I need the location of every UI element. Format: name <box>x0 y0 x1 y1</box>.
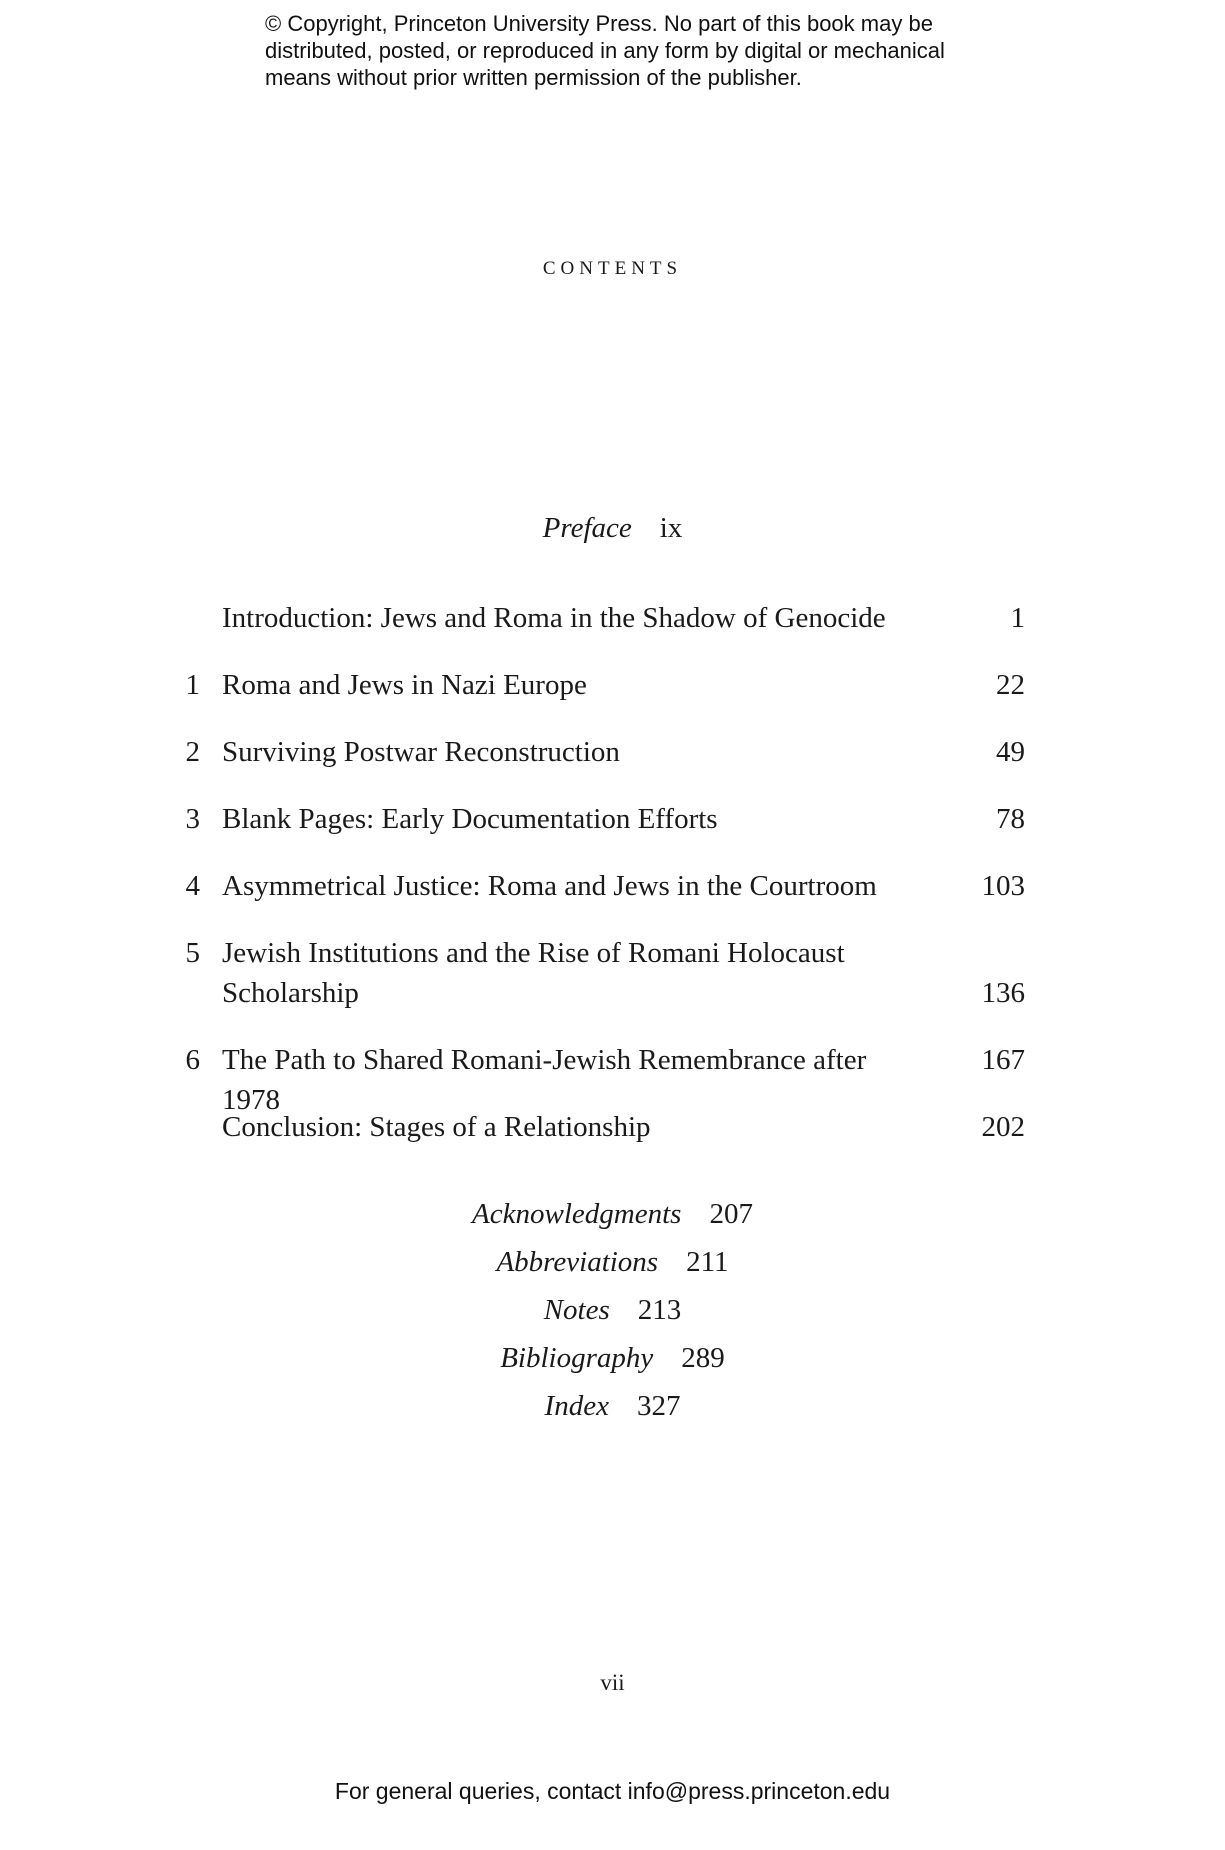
toc-label: Notes <box>543 1294 610 1326</box>
chapter-title: Blank Pages: Early Documentation Efforts <box>222 803 718 835</box>
copyright-line: distributed, posted, or reproduced in any form by digital or mechanical <box>265 38 945 63</box>
chapter-title: The Path to Shared Romani-Jewish Remembrance after 1978 <box>222 1044 867 1116</box>
chapter-title: Roma and Jews in Nazi Europe <box>222 669 587 701</box>
toc-back-matter-index[interactable] <box>0 1390 1225 1423</box>
toc-front-matter-preface[interactable] <box>0 512 1225 545</box>
copyright-line: means without prior written permission of the publisher. <box>265 65 802 90</box>
chapter-title-line: Jewish Institutions and the Rise of Romani Holocaust <box>222 937 845 969</box>
toc-back-matter-notes[interactable] <box>0 1294 1225 1327</box>
chapter-title <box>222 933 922 1013</box>
chapter-number: 3 <box>185 803 200 835</box>
toc-page-number: 49 <box>996 736 1025 768</box>
toc-page-number: 22 <box>996 669 1025 701</box>
toc-back-matter-acknowledgments[interactable] <box>0 1198 1225 1231</box>
chapter-title: Asymmetrical Justice: Roma and Jews in the Courtroom <box>222 870 877 902</box>
toc-back-matter-bibliography[interactable] <box>0 1342 1225 1375</box>
page-folio: vii <box>600 1670 625 1695</box>
chapter-number: 5 <box>185 937 200 969</box>
toc-page-number: 327 <box>636 1390 681 1422</box>
chapter-title-line: Scholarship <box>222 977 359 1009</box>
toc-page-number: 78 <box>996 803 1025 835</box>
toc-label: Bibliography <box>500 1342 654 1374</box>
chapter-number: 1 <box>185 669 200 701</box>
toc-label: Abbreviations <box>496 1246 659 1278</box>
footer-contact: For general queries, contact info@press.princeton.edu <box>334 1778 891 1804</box>
toc-page-number: 202 <box>981 1111 1025 1143</box>
chapter-number: 4 <box>185 870 200 902</box>
toc-page-number: 289 <box>681 1342 725 1374</box>
copyright-notice <box>265 10 1025 91</box>
chapter-title: Surviving Postwar Reconstruction <box>222 736 620 768</box>
toc-label: Acknowledgments <box>472 1198 682 1230</box>
chapter-number: 2 <box>185 736 200 768</box>
toc-page-number: 167 <box>981 1044 1025 1076</box>
toc-page-number: 211 <box>686 1246 729 1278</box>
chapter-title: Introduction: Jews and Roma in the Shadow of Genocide <box>222 602 886 634</box>
toc-label: Index <box>544 1390 609 1422</box>
toc-page-number: 207 <box>709 1198 753 1230</box>
toc-page-number: 213 <box>637 1294 682 1326</box>
page-title: contents <box>542 250 683 280</box>
toc-back-matter-abbreviations[interactable] <box>0 1246 1225 1279</box>
copyright-line: © Copyright, Princeton University Press. No part of this book may be <box>265 11 933 36</box>
toc-label: Preface <box>542 512 632 544</box>
chapter-number: 6 <box>185 1044 200 1076</box>
toc-page-number: 1 <box>1010 602 1025 634</box>
toc-page-number: 136 <box>981 977 1025 1009</box>
toc-page-number: ix <box>659 512 683 544</box>
toc-page-number: 103 <box>981 870 1025 902</box>
chapter-title: Conclusion: Stages of a Relationship <box>222 1111 651 1143</box>
